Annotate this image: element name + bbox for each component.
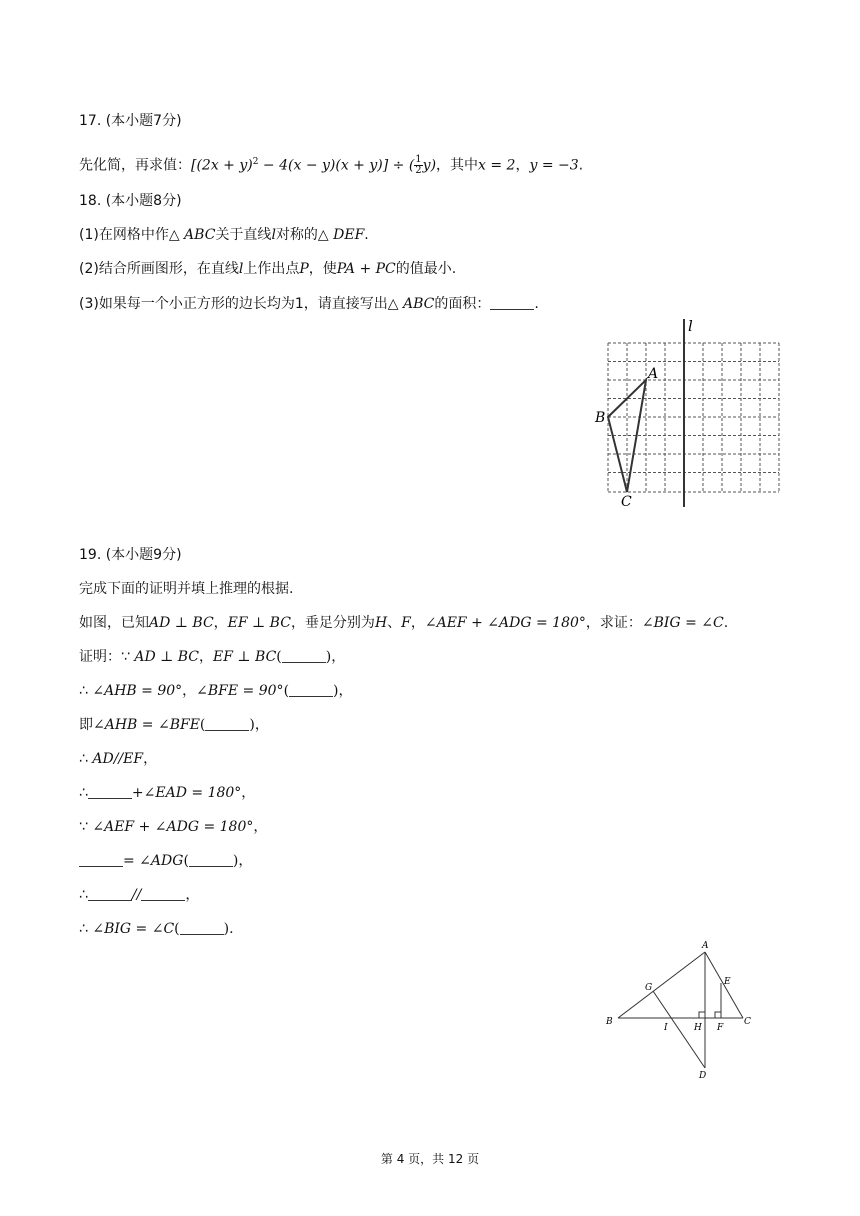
q18-p2-text-c: 上作出点 [243, 261, 300, 277]
q18-grid-figure [590, 315, 790, 510]
q18-part1 [79, 225, 369, 245]
q19-s2-reason-blank[interactable] [289, 682, 333, 697]
q19-s9-a: ∴ [79, 921, 93, 937]
q19-s1-close: ) [325, 649, 332, 665]
q19-s7-b: = ∠ADG [123, 853, 184, 869]
q18-p2-text-a: (2)结合所画图形，在直线 [79, 261, 239, 277]
q19-intro: 完成下面的证明并填上推理的根据. [79, 581, 294, 597]
q19-s4-b: AD//EF [92, 751, 144, 767]
q19-s1-reason-blank[interactable] [282, 648, 326, 663]
q18-p2-text-g: 的值最小. [395, 261, 457, 277]
q19-given-e: ，垂足分别为 [290, 615, 375, 631]
q19-s8-c: ， [185, 887, 200, 903]
q17-fraction [414, 155, 422, 176]
q19-step8 [79, 885, 199, 905]
q19-step1 [79, 647, 345, 667]
q19-s8-parallel: // [131, 887, 142, 903]
q18-label-c: C [621, 494, 632, 510]
q19-label-i: I [664, 1023, 668, 1033]
q19-s7-reason-blank[interactable] [189, 852, 233, 867]
q18-line-l-label: l [688, 317, 693, 335]
q19-given-d: EF ⊥ BC [227, 615, 291, 631]
q18-p1-line-l: l [271, 227, 276, 243]
q19-s3-close: ) [249, 717, 255, 733]
q19-label-g: G [645, 983, 653, 993]
q19-s8-a: ∴ [79, 887, 88, 903]
q19-given-j: ∠AEF + ∠ADG = 180° [424, 615, 586, 631]
q19-s2-b: ∠AHB = 90° [92, 683, 183, 699]
q19-given-c: ， [213, 615, 228, 631]
q19-header: 19. (本小题9分) [79, 547, 182, 563]
q19-s5-a: ∴ [79, 785, 88, 801]
q19-right-angle-h [699, 1012, 705, 1018]
q17-expr-3: y) [422, 157, 437, 174]
q17-frac-den: 2 [415, 165, 422, 177]
q19-s3-open: ( [199, 717, 206, 733]
q19-s3-b: ∠AHB = ∠BFE [93, 717, 200, 733]
q19-step5 [79, 783, 255, 803]
q19-s8-blank-1[interactable] [88, 886, 132, 901]
q19-s3-end: ， [254, 717, 269, 733]
q17-sep: ， [515, 157, 530, 174]
q19-s3-a: 即 [79, 717, 93, 733]
q19-s1-open: ( [276, 649, 282, 665]
q19-s7-close: ) [232, 853, 239, 869]
q19-s4-c: ， [143, 751, 158, 767]
q19-given-h: F [401, 615, 411, 631]
q18-p1-end: . [364, 227, 369, 243]
q19-s5-c: ， [241, 785, 256, 801]
q19-given-f: H [374, 615, 388, 631]
q19-s7-end: ， [238, 853, 253, 869]
page-footer: 第 4 页，共 12 页 [380, 1152, 480, 1166]
q18-grid [608, 343, 779, 492]
q18-label-a: A [648, 366, 659, 382]
q17-expr-2: − 4(x − y)(x + y)] ÷ ( [258, 157, 415, 174]
q18-p3-answer-blank[interactable] [490, 295, 534, 310]
q19-given-b: AD ⊥ BC [149, 615, 214, 631]
q19-s9-open: ( [174, 921, 180, 937]
q17-prefix: 先化简，再求值： [79, 157, 191, 174]
q18-header: 18. (本小题8分) [79, 193, 182, 209]
q19-given-a: 如图，已知 [79, 615, 149, 631]
q19-s2-open: ( [283, 683, 290, 699]
q19-given-m: . [723, 615, 729, 631]
q18-p2-point-p: P [299, 261, 309, 277]
q18-p1-text-c: 关于直线 [215, 227, 272, 243]
q19-given [79, 613, 728, 633]
q19-s2-close: ) [333, 683, 339, 699]
q19-s2-a: ∴ [79, 683, 93, 699]
q18-p2-text-e: ，使 [308, 261, 337, 277]
q19-s2-d: ∠BFE = 90° [196, 683, 284, 699]
q19-s8-blank-2[interactable] [141, 886, 185, 901]
q17-end: . [578, 157, 584, 174]
q19-label-d: D [699, 1071, 707, 1081]
q19-s1-d: EF ⊥ BC [213, 649, 277, 665]
q19-step6 [79, 817, 267, 837]
q19-s4-a: ∴ [79, 751, 93, 767]
q19-label-c: C [744, 1017, 751, 1027]
q17-x-value: x = 2 [478, 157, 516, 174]
q19-label-f: F [717, 1023, 724, 1033]
q19-geometry-figure [595, 938, 765, 1088]
q18-p1-text-e: 对称的 [275, 227, 318, 243]
q19-step3 [79, 715, 269, 735]
q19-given-l: ∠BIG = ∠C [641, 615, 724, 631]
q19-label-a: A [702, 941, 709, 951]
q19-given-k: ，求证： [585, 615, 642, 631]
q18-p3-text-a: (3)如果每一个小正方形的边长均为1，请直接写出 [79, 296, 388, 312]
q18-p2-sum: PA + PC [336, 261, 396, 277]
q18-p1-triangle-abc: △ ABC [168, 227, 216, 243]
q19-s2-c: ， [182, 683, 197, 699]
q19-label-e: E [724, 977, 731, 987]
q18-p1-triangle-def: △ DEF [317, 227, 365, 243]
q19-s1-c: ， [199, 649, 214, 665]
q19-s3-reason-blank[interactable] [205, 716, 249, 731]
q17-frac-num: 1 [415, 154, 422, 166]
q19-s7-open: ( [183, 853, 189, 869]
q19-s5-b: +∠EAD = 180° [131, 785, 242, 801]
q17-problem [79, 152, 583, 176]
q19-s1-b: AD ⊥ BC [134, 649, 200, 665]
q17-exponent: 2 [252, 157, 259, 167]
q17-middle: ，其中 [436, 157, 479, 174]
q18-part3 [79, 294, 539, 314]
q19-label-b: B [606, 1017, 613, 1027]
q17-y-value: y = −3 [529, 157, 579, 174]
q19-step2 [79, 681, 353, 701]
q19-s6-c: ， [253, 819, 268, 835]
q19-step9 [79, 919, 234, 939]
q17-expr-1: [(2x + y) [191, 157, 253, 174]
q18-label-b: B [595, 410, 606, 426]
q18-p3-triangle-abc: △ ABC [387, 296, 435, 312]
q18-p3-end: . [534, 296, 539, 312]
q19-s9-reason-blank[interactable] [180, 920, 224, 935]
q19-step7 [79, 851, 252, 871]
q19-s7-blank[interactable] [79, 852, 123, 867]
q17-header: 17. (本小题7分) [79, 113, 182, 129]
q18-p2-line-l: l [238, 261, 244, 277]
q19-s2-end: ， [338, 683, 353, 699]
q18-p3-text-c: 的面积： [434, 296, 491, 312]
q19-s5-blank[interactable] [88, 784, 132, 799]
q19-s1-a: 证明：∵ [79, 649, 135, 665]
q19-given-i: ， [410, 615, 425, 631]
q19-label-h: H [694, 1023, 702, 1033]
q19-s6-b: ∠AEF + ∠ADG = 180° [92, 819, 254, 835]
q19-s9-close: ). [223, 921, 234, 937]
q19-s6-a: ∵ [79, 819, 93, 835]
q18-part2 [79, 259, 456, 279]
q19-s9-b: ∠BIG = ∠C [92, 921, 175, 937]
q19-step4 [79, 749, 157, 769]
q19-segment-ab [618, 952, 705, 1018]
q19-given-g: 、 [387, 615, 402, 631]
q19-s1-end: ， [331, 649, 346, 665]
q19-right-angle-f [715, 1012, 721, 1018]
q18-p1-text-a: (1)在网格中作 [79, 227, 169, 243]
